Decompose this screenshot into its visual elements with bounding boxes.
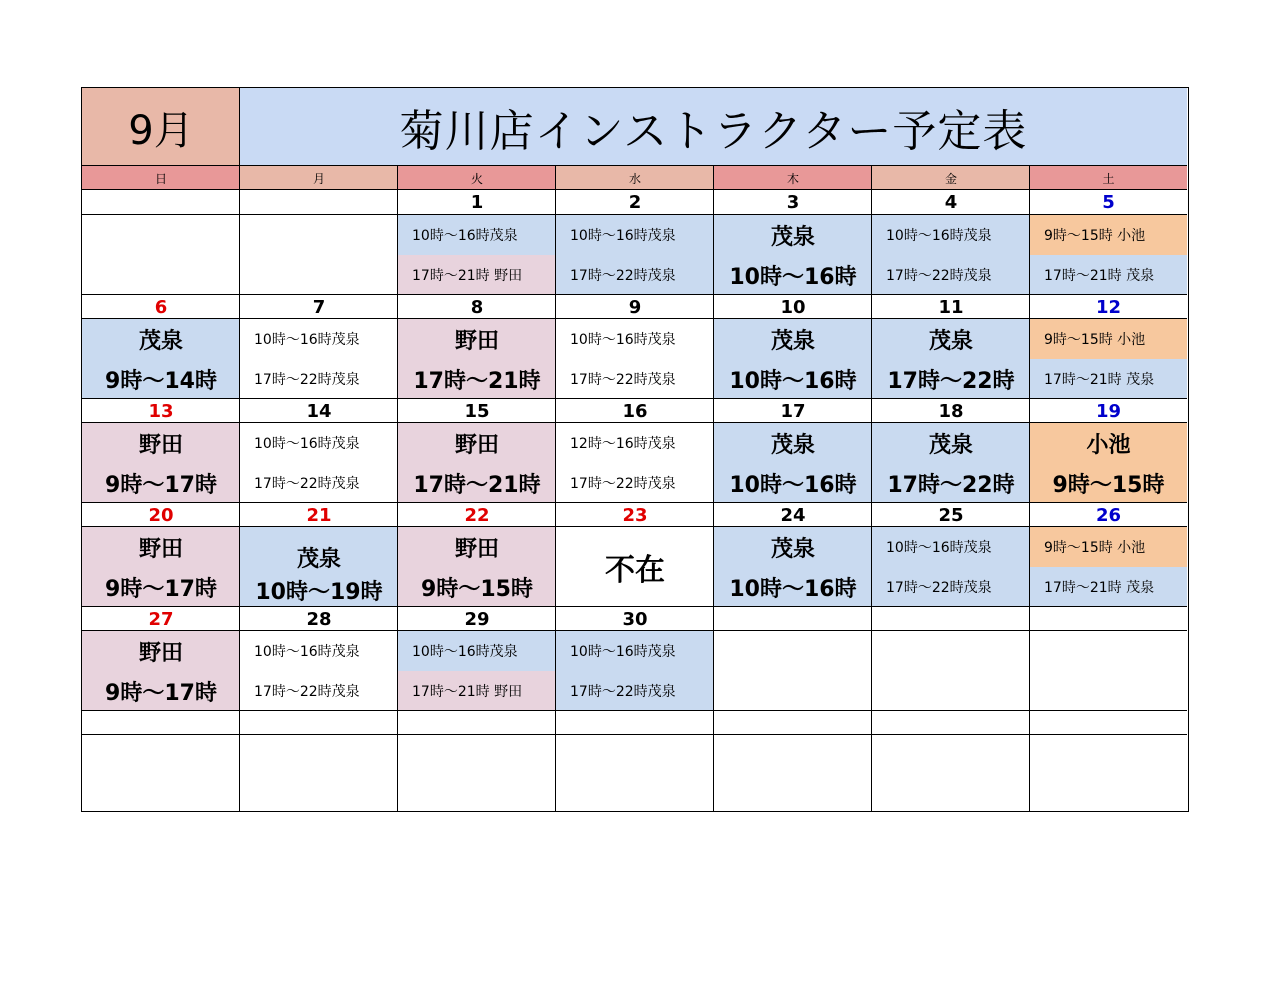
shift-entry: 17時～22時茂泉 bbox=[570, 372, 676, 388]
instructor-name: 茂泉 bbox=[714, 319, 872, 359]
shift-entry: 17時～21時 茂泉 bbox=[1030, 567, 1187, 607]
date-number: 18 bbox=[938, 400, 964, 422]
shift-hours: 9時～15時 bbox=[1030, 463, 1187, 503]
grid-line bbox=[82, 165, 1187, 166]
shift-entry: 17時～21時 茂泉 bbox=[1030, 255, 1187, 295]
shift-hours: 9時～17時 bbox=[82, 567, 240, 607]
instructor-name: 茂泉 bbox=[82, 319, 240, 359]
instructor-name: 茂泉 bbox=[240, 527, 398, 575]
shift-entry: 17時～21時 茂泉 bbox=[1030, 359, 1187, 399]
instructor-name: 小池 bbox=[1030, 423, 1187, 463]
date-number: 1 bbox=[470, 192, 484, 213]
date-number: 29 bbox=[464, 608, 490, 630]
shift-entry: 9時～15時 小池 bbox=[1030, 215, 1187, 255]
instructor-name: 茂泉 bbox=[714, 215, 872, 255]
shift-hours: 17時～22時 bbox=[872, 359, 1030, 399]
shift-entry: 17時～22時茂泉 bbox=[254, 684, 360, 700]
shift-hours: 10時～16時 bbox=[714, 255, 872, 295]
schedule-calendar bbox=[81, 87, 1189, 812]
date-number: 17 bbox=[780, 400, 806, 422]
date-number: 16 bbox=[622, 400, 648, 422]
date-number: 6 bbox=[154, 296, 168, 318]
instructor-name: 茂泉 bbox=[872, 423, 1030, 463]
date-number: 14 bbox=[306, 400, 332, 422]
shift-entry: 10時～16時茂泉 bbox=[872, 527, 1030, 567]
shift-entry: 17時～22時茂泉 bbox=[872, 567, 1030, 607]
date-number: 4 bbox=[944, 192, 958, 213]
date-number: 7 bbox=[312, 296, 326, 318]
grid-line bbox=[82, 214, 1187, 215]
month-label: 9月 bbox=[82, 88, 240, 166]
weekday-sun: 日 bbox=[82, 166, 240, 190]
shift-hours: 10時～16時 bbox=[714, 463, 872, 503]
date-number: 9 bbox=[628, 296, 642, 318]
grid-line bbox=[82, 710, 1187, 711]
date-number: 11 bbox=[938, 296, 964, 318]
date-number: 19 bbox=[1095, 400, 1122, 422]
shift-entry: 17時～21時 野田 bbox=[398, 671, 556, 711]
date-number: 2 bbox=[628, 192, 642, 213]
shift-hours: 17時～21時 bbox=[398, 463, 556, 503]
date-number: 3 bbox=[786, 192, 800, 213]
instructor-name: 野田 bbox=[82, 527, 240, 567]
date-number: 28 bbox=[306, 608, 332, 630]
instructor-name: 茂泉 bbox=[872, 319, 1030, 359]
date-number: 22 bbox=[464, 504, 490, 526]
date-number: 5 bbox=[1102, 192, 1115, 213]
grid-line bbox=[82, 526, 1187, 527]
date-number: 15 bbox=[464, 400, 490, 422]
grid-line bbox=[82, 422, 1187, 423]
date-number: 21 bbox=[306, 504, 332, 526]
shift-entry: 10時～16時茂泉 bbox=[254, 436, 360, 452]
grid-line bbox=[82, 189, 1187, 190]
weekday-mon: 月 bbox=[240, 166, 398, 190]
shift-entry: 10時～16時茂泉 bbox=[872, 215, 1030, 255]
grid-line bbox=[713, 166, 714, 811]
grid-line bbox=[82, 398, 1187, 399]
shift-entry: 17時～22時茂泉 bbox=[872, 255, 1030, 295]
shift-entry: 10時～16時茂泉 bbox=[398, 215, 556, 255]
shift-entry: 10時～16時茂泉 bbox=[398, 631, 556, 671]
grid-line bbox=[555, 166, 556, 811]
instructor-name: 茂泉 bbox=[714, 527, 872, 567]
date-number: 24 bbox=[780, 504, 806, 526]
instructor-name: 茂泉 bbox=[714, 423, 872, 463]
shift-hours: 17時～21時 bbox=[398, 359, 556, 399]
grid-line bbox=[82, 318, 1187, 319]
shift-hours: 10時～16時 bbox=[714, 567, 872, 607]
grid-line bbox=[82, 294, 1187, 295]
shift-hours: 9時～15時 bbox=[398, 567, 556, 607]
grid-line bbox=[1029, 166, 1030, 811]
instructor-name: 野田 bbox=[82, 631, 240, 671]
weekday-fri: 金 bbox=[872, 166, 1030, 190]
grid-line bbox=[82, 734, 1187, 735]
instructor-name: 野田 bbox=[82, 423, 240, 463]
date-number: 12 bbox=[1095, 296, 1122, 318]
shift-entry: 12時～16時茂泉 bbox=[570, 436, 676, 452]
date-number: 26 bbox=[1095, 504, 1122, 526]
shift-hours: 10時～19時 bbox=[240, 575, 398, 607]
shift-entry: 17時～22時茂泉 bbox=[254, 476, 360, 492]
instructor-name: 野田 bbox=[398, 423, 556, 463]
shift-hours: 10時～16時 bbox=[714, 359, 872, 399]
grid-line bbox=[82, 502, 1187, 503]
grid-line bbox=[82, 630, 1187, 631]
shift-entry: 10時～16時茂泉 bbox=[556, 631, 714, 671]
shift-hours: 9時～14時 bbox=[82, 359, 240, 399]
shift-entry: 10時～16時茂泉 bbox=[254, 332, 360, 348]
shift-entry: 10時～16時茂泉 bbox=[556, 215, 714, 255]
date-number: 30 bbox=[622, 608, 648, 630]
instructor-name: 野田 bbox=[398, 319, 556, 359]
grid-line bbox=[397, 166, 398, 811]
grid-line bbox=[239, 88, 240, 811]
shift-entry: 17時～21時 野田 bbox=[398, 255, 556, 295]
shift-entry: 17時～22時茂泉 bbox=[570, 476, 676, 492]
shift-entry: 17時～22時茂泉 bbox=[254, 372, 360, 388]
shift-entry: 10時～16時茂泉 bbox=[570, 332, 676, 348]
shift-entry: 9時～15時 小池 bbox=[1030, 527, 1187, 567]
date-number: 23 bbox=[622, 504, 648, 526]
date-number: 20 bbox=[148, 504, 174, 526]
shift-entry: 9時～15時 小池 bbox=[1030, 319, 1187, 359]
instructor-name: 野田 bbox=[398, 527, 556, 567]
weekday-sat: 土 bbox=[1030, 166, 1187, 190]
shift-hours: 17時～22時 bbox=[872, 463, 1030, 503]
grid-line bbox=[871, 166, 872, 811]
weekday-wed: 水 bbox=[556, 166, 714, 190]
date-number: 13 bbox=[148, 400, 174, 422]
date-number: 10 bbox=[780, 296, 806, 318]
date-number: 8 bbox=[470, 296, 484, 318]
page-title: 菊川店インストラクター予定表 bbox=[240, 88, 1187, 166]
grid-line bbox=[82, 606, 1187, 607]
shift-hours: 9時～17時 bbox=[82, 463, 240, 503]
date-number: 27 bbox=[148, 608, 174, 630]
date-number: 25 bbox=[938, 504, 964, 526]
absent-label: 不在 bbox=[605, 553, 665, 588]
shift-entry: 17時～22時茂泉 bbox=[556, 255, 714, 295]
weekday-tue: 火 bbox=[398, 166, 556, 190]
shift-hours: 9時～17時 bbox=[82, 671, 240, 711]
shift-entry: 17時～22時茂泉 bbox=[556, 671, 714, 711]
weekday-thu: 木 bbox=[714, 166, 872, 190]
shift-entry: 10時～16時茂泉 bbox=[254, 644, 360, 660]
